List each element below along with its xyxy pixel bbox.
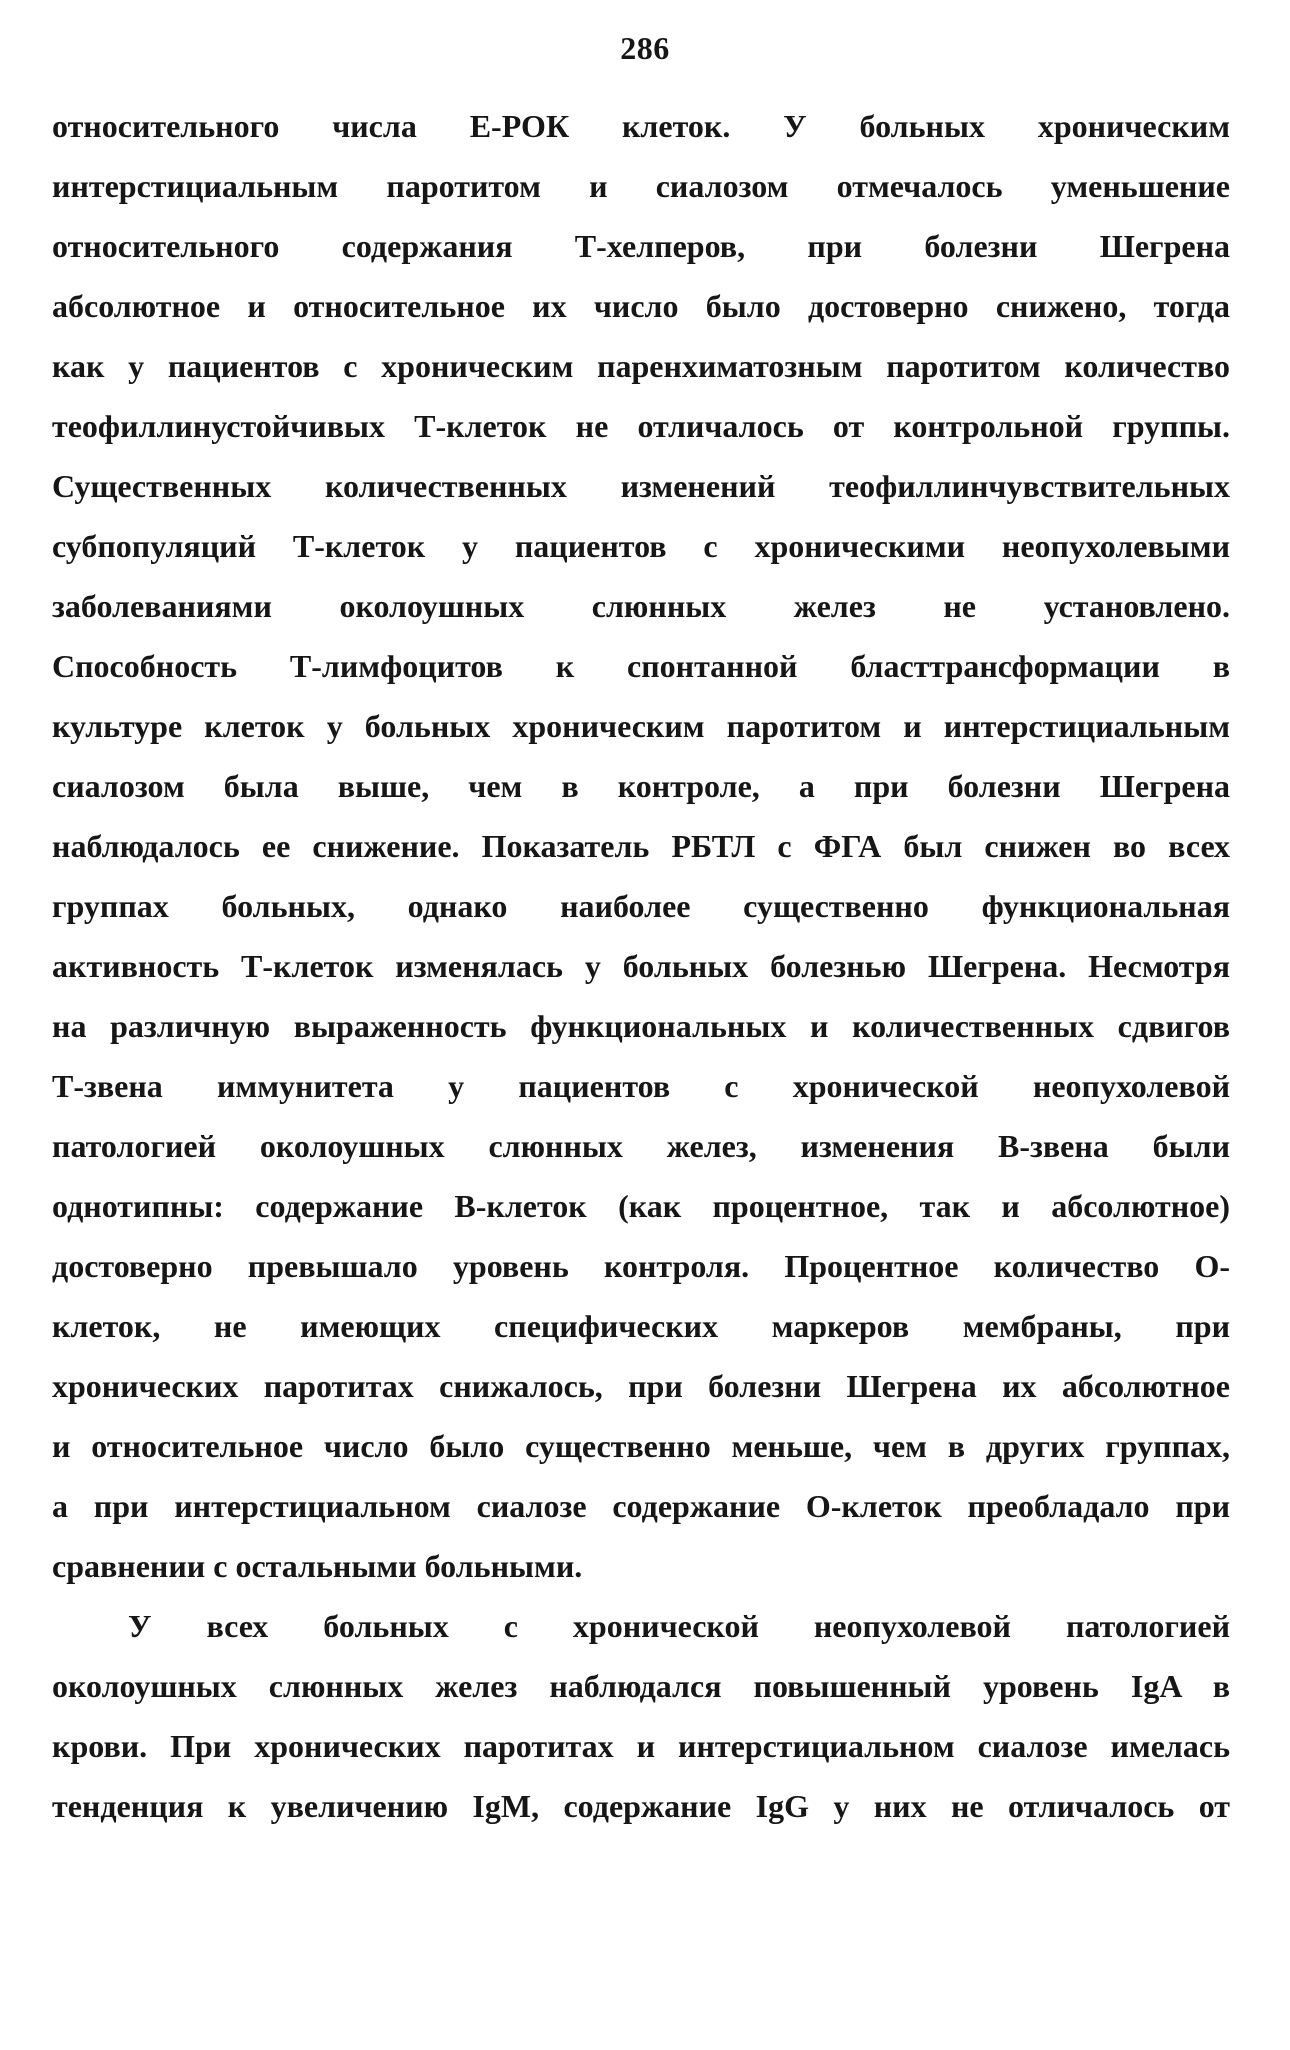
text-line: интерстициальным паротитом и сиалозом отмечалось уменьшение xyxy=(52,168,1230,204)
text-line: абсолютное и относительное их число было достоверно снижено, тогда xyxy=(52,288,1230,324)
text-line: клеток, не имеющих специфических маркеров мембраны, при xyxy=(52,1308,1230,1344)
body-text xyxy=(52,96,1230,1836)
text-line: У всех больных с хронической неопухолевой патологией xyxy=(128,1608,1230,1644)
page-number: 286 xyxy=(620,30,670,66)
text-line: теофиллинустойчивых Т-клеток не отличалось от контрольной группы. xyxy=(52,408,1230,444)
text-line: субпопуляций Т-клеток у пациентов с хроническими неопухолевыми xyxy=(52,528,1230,564)
text-line: тенденция к увеличению IgM, содержание IgG у них не отличалось от xyxy=(52,1788,1230,1824)
text-line: достоверно превышало уровень контроля. Процентное количество О- xyxy=(52,1248,1230,1284)
text-line: хронических паротитах снижалось, при болезни Шегрена их абсолютное xyxy=(52,1368,1230,1404)
text-line: заболеваниями околоушных слюнных желез не установлено. xyxy=(52,588,1230,624)
text-line: Т-звена иммунитета у пациентов с хронической неопухолевой xyxy=(52,1068,1230,1104)
text-line: крови. При хронических паротитах и интерстициальном сиалозе имелась xyxy=(52,1728,1230,1764)
text-line: сиалозом была выше, чем в контроле, а при болезни Шегрена xyxy=(52,768,1230,804)
text-line: как у пациентов с хроническим паренхиматозным паротитом количество xyxy=(52,348,1230,384)
text-line: Способность Т-лимфоцитов к спонтанной бласттрансформации в xyxy=(52,648,1230,684)
text-line: относительного содержания Т-хелперов, при болезни Шегрена xyxy=(52,228,1230,264)
text-line: однотипны: содержание В-клеток (как процентное, так и абсолютное) xyxy=(52,1188,1230,1224)
text-line: на различную выраженность функциональных и количественных сдвигов xyxy=(52,1008,1230,1044)
text-line: Существенных количественных изменений теофиллинчувствительных xyxy=(52,468,1230,504)
text-line: патологией околоушных слюнных желез, изменения В-звена были xyxy=(52,1128,1230,1164)
text-line: группах больных, однако наиболее существенно функциональная xyxy=(52,888,1230,924)
text-line: наблюдалось ее снижение. Показатель РБТЛ с ФГА был снижен во всех xyxy=(52,828,1230,864)
text-line: сравнении с остальными больными. xyxy=(52,1548,583,1584)
text-line: а при интерстициальном сиалозе содержание О-клеток преобладало при xyxy=(52,1488,1230,1524)
text-line: и относительное число было существенно меньше, чем в других группах, xyxy=(52,1428,1230,1464)
text-line: активность Т-клеток изменялась у больных болезнью Шегрена. Несмотря xyxy=(52,948,1230,984)
text-line: культуре клеток у больных хроническим паротитом и интерстициальным xyxy=(52,708,1230,744)
text-line: относительного числа Е-РОК клеток. У больных хроническим xyxy=(52,108,1230,144)
text-line: околоушных слюнных желез наблюдался повышенный уровень IgA в xyxy=(52,1668,1230,1704)
